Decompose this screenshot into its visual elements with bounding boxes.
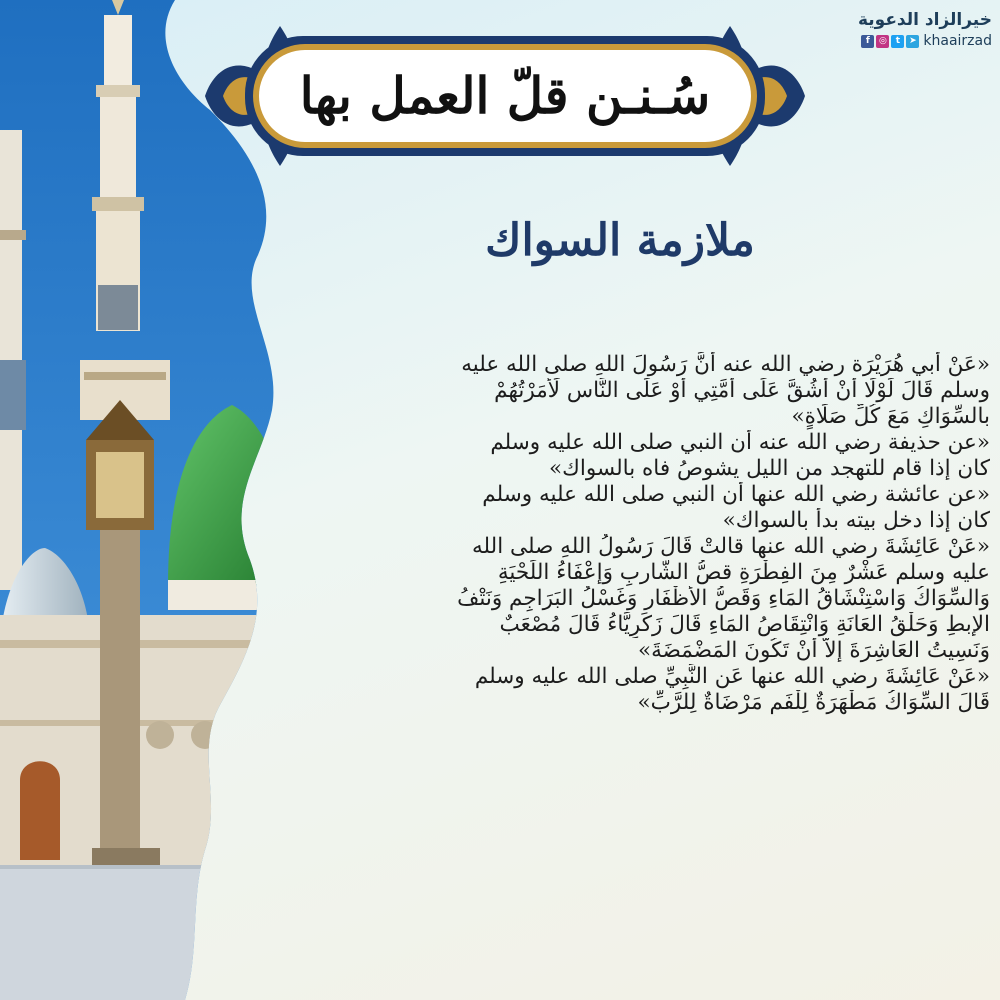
hadith-line: «عَنْ عَائِشَةَ رضي الله عنها قالتْ قَالَ رَسُولُ اللهِ صلى الله bbox=[472, 534, 990, 559]
hadith-line: الإبطِ وَحَلْقُ العَانَةِ وَانْتِقَاصُ المَاءِ قَالَ زَكَرِيَّاءُ قَالَ مُصْعَبٌ bbox=[499, 612, 990, 637]
hadith-line: «عن حذيفة رضي الله عنه أن النبي صلى الله عليه وسلم bbox=[490, 430, 990, 455]
facebook-icon[interactable]: f bbox=[861, 35, 874, 48]
hadith-block bbox=[300, 430, 990, 482]
brand-block bbox=[792, 10, 992, 49]
hadith-line: كان إذا قام للتهجد من الليل يشوصُ فاه بالسواك» bbox=[548, 456, 990, 481]
telegram-icon[interactable]: ➤ bbox=[906, 35, 919, 48]
hadith-line: «عن عائشة رضي الله عنها أن النبي صلى الله عليه وسلم bbox=[482, 482, 990, 507]
instagram-icon[interactable]: ◎ bbox=[876, 35, 889, 48]
brand-social-row bbox=[792, 33, 992, 49]
hadith-body bbox=[300, 352, 990, 872]
hadith-line: «عَنْ أبي هُرَيْرَة رضي الله عنه أَنَّ رَسُولَ اللهِ صلى الله عليه bbox=[461, 352, 990, 377]
hadith-line: وسلم قَالَ لَوْلَا أَنْ أَشُقَّ عَلَى أُمَّتِي أَوْ عَلَى النَّاس لَأَمَرْتُهُمْ bbox=[494, 378, 990, 403]
hadith-line: بالسِّوَاكِ مَعَ كُلِّ صَلَاةٍ» bbox=[791, 404, 990, 429]
hadith-line: عليه وسلم عَشْرٌ مِنَ الفِطْرَةِ قصُّ الشَّاربِ وَإعْفَاءُ اللِّحْيَةِ bbox=[497, 560, 990, 585]
brand-handle[interactable]: khaairzad bbox=[923, 33, 992, 49]
hadith-block bbox=[300, 352, 990, 430]
page-title: سُـنـن قلّ العمل بها bbox=[299, 65, 711, 125]
brand-name: خيرالزاد الدعوية bbox=[857, 10, 992, 30]
hadith-line: وَنَسِيتُ العَاشِرَةَ إلاَّ أَنْ تَكُونَ المَضْمَضَةَ» bbox=[637, 638, 990, 663]
hadith-line: «عَنْ عَائِشَةَ رضي الله عنها عَنِ النَّبِيِّ صلى الله عليه وسلم bbox=[474, 664, 990, 689]
twitter-icon[interactable]: t bbox=[891, 35, 904, 48]
hadith-line: وَالسِّوَاكُ وَاسْتِنْشَاقُ المَاءِ وَقَصُّ الأظْفَار وَغَسْلُ البَرَاجِمِ وَنَتْفُ bbox=[457, 586, 990, 611]
section-subtitle: ملازمة السواك bbox=[485, 215, 755, 266]
hadith-line: قَالَ السِّوَاكُ مَطْهَرَةٌ لِلْفَمِ مَرْضَاةٌ لِلرَّبِّ» bbox=[637, 690, 990, 715]
hadith-block bbox=[300, 664, 990, 716]
hadith-block bbox=[300, 482, 990, 534]
hadith-line: كان إذا دخل بيته بدأ بالسواك» bbox=[722, 508, 990, 533]
hadith-block bbox=[300, 534, 990, 664]
